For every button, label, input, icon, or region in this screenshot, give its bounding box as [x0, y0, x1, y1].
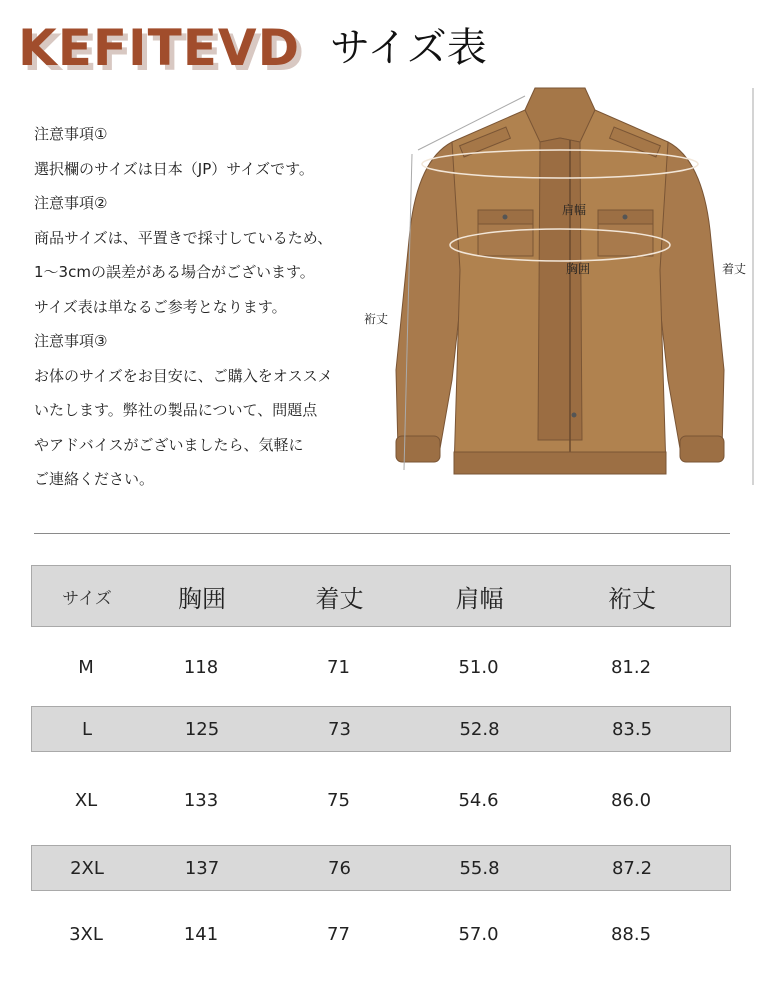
shoulder-cell: 54.6 [458, 789, 499, 811]
length-cell: 75 [327, 789, 350, 811]
size-cell: M [78, 656, 94, 678]
header-size: サイズ [62, 588, 112, 609]
measurement-diagram [360, 80, 760, 500]
size-cell: 2XL [70, 857, 104, 879]
table-row [31, 845, 731, 891]
table-row [31, 706, 731, 752]
chest-cell: 133 [183, 789, 219, 811]
note-text: 選択欄のサイズは日本（JP）サイズです。 [34, 159, 314, 178]
sleeve-length-label: 裄丈 [364, 312, 389, 326]
sleeve-cell: 83.5 [611, 718, 653, 740]
note-text: いたします。弊社の製品について、問題点 [34, 401, 318, 419]
table-header-row [31, 565, 731, 627]
length-cell: 76 [328, 857, 351, 879]
size-cell: L [81, 718, 93, 740]
sleeve-cell: 88.5 [610, 923, 652, 945]
shoulder-cell: 55.8 [459, 857, 500, 879]
sleeve-cell: 87.2 [611, 857, 653, 879]
note-text: 1～3cmの誤差がある場合がございます。 [34, 263, 315, 281]
header-sleeve: 裄丈 [608, 584, 656, 613]
shoulder-width-label: 肩幅 [562, 203, 587, 217]
note-heading-1: 注意事項① [34, 125, 108, 143]
page-title: サイズ表 [330, 25, 487, 71]
size-cell: 3XL [69, 923, 103, 945]
shoulder-cell: 51.0 [458, 656, 499, 678]
note-heading-2: 注意事項② [34, 194, 108, 212]
chest-cell: 118 [183, 656, 219, 678]
note-text: サイズ表は単なるご参考となります。 [34, 297, 287, 316]
note-text: お体のサイズをお目安に、ご購入をオススメ [34, 366, 333, 385]
sleeve-cell: 81.2 [610, 656, 652, 678]
chest-cell: 125 [184, 718, 220, 740]
length-cell: 77 [327, 923, 350, 945]
header [18, 18, 758, 78]
note-heading-3: 注意事項③ [34, 332, 108, 350]
header-length: 着丈 [315, 584, 364, 613]
table-row [31, 780, 731, 820]
header-chest: 胸囲 [178, 584, 226, 613]
chest-cell: 137 [184, 857, 220, 879]
header-shoulder: 肩幅 [455, 584, 504, 613]
table-row [31, 647, 731, 687]
chest-label: 胸囲 [566, 262, 591, 276]
section-divider [34, 533, 730, 534]
note-text: 商品サイズは、平置きで採寸しているため、 [34, 228, 333, 247]
length-cell: 71 [327, 656, 350, 678]
jacket-illustration [360, 80, 760, 500]
chest-cell: 141 [183, 923, 219, 945]
note-text: やアドバイスがございましたら、気軽に [34, 435, 304, 454]
shoulder-cell: 57.0 [458, 923, 499, 945]
notes-section [34, 117, 384, 497]
note-text: ご連絡ください。 [34, 470, 155, 488]
sleeve-cell: 86.0 [610, 789, 652, 811]
size-cell: XL [74, 789, 98, 811]
shoulder-cell: 52.8 [459, 718, 500, 740]
length-label: 着丈 [722, 262, 747, 276]
table-row [31, 914, 731, 954]
length-cell: 73 [328, 718, 351, 740]
brand-logo: KEFITEVD [18, 19, 301, 77]
